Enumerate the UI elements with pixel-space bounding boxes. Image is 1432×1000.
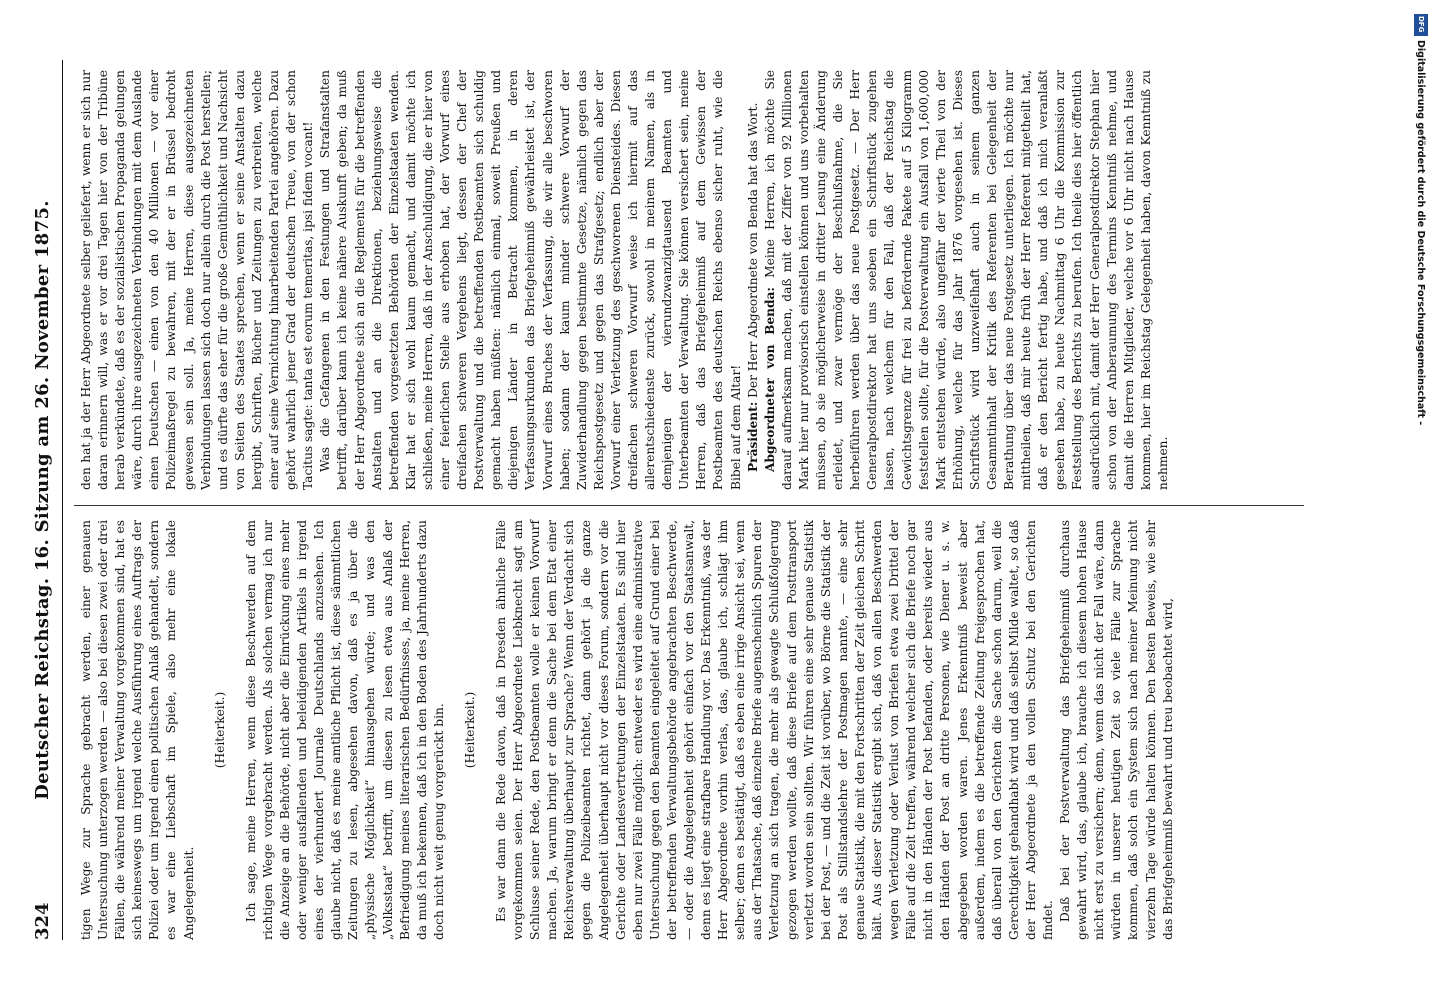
column-divider (74, 505, 1304, 506)
left-paragraph-1: tigen Wege zur Sprache gebracht werden, einer genauen Untersuchung unterzogen werden — also bei diesen zwei oder drei Fällen, die während meiner Verwaltung vorgekommen sind, hat es sich keineswegs um irgend welche Ausführung eines Auftrags der Polizei oder um irgend einen politischen Anlaß gehandelt, sondern es war eine Liebschaft im Spiele, also mehr eine lokale Angelegenheit. (79, 520, 196, 940)
stage-direction-heiterkeit-2: (Heiterkeit.) (462, 691, 477, 769)
right-paragraph-1: den hat ja der Herr Abgeordnete selber geliefert, wenn er sich nur daran erinnern will, was er vor drei Tagen hier von der Tribüne herab verkündete, daß es der sozialistischen Propaganda gelungen wäre, durch ihre ausgezeichneten Verbindungen mit dem Auslande einen Deutschen — einen von den 40 Millionen — vor einer Polizeimaßregel zu bewahren, mit der er in Brüssel bedroht gewesen sein soll. Ja, meine Herren, diese ausgezeichneten Verbindungen lassen sich doch nur allein durch die Post herstellen; und es dürfte das eher für die große Gemüthlichkeit und Nachsicht von Seiten des Staates sprechen, wenn er seine Anstalten dazu hergibt, Schriften, Bücher und Zeitungen zu verbreiten, welche einer auf seine Vernichtung hinarbeitenden Partei angehören. Dazu gehört wahrlich jener Grad der deutschen Treue, von der schon Tacitus sagte: tanta est eorum temeritas, ipsi fidem vocant! (79, 70, 316, 490)
benda-statement (762, 70, 1172, 490)
benda-text: Meine Herren, ich möchte Sie darauf aufmerksam machen, daß mit der Ziffer von 92 Millionen Mark hier nur provisorisch einstellen können und uns vorbehalten müssen, ob sie möglicherweise in dritter Lesung eine Änderung erleidet, und zwar vermöge der Beschlußnahme, die Sie herbeiführen werden über das neue Postgesetz. — Der Herr Generalpostdirektor hat uns soeben ein Schriftstück zugehen lassen, nach welchem für den Fall, daß der Reichstag die Gewichtsgrenze für frei zu befördernde Pakete auf 5 Kilogramm feststellen sollte, für die Postverwaltung ein Ausfall von 1,600,000 Mark entstehen würde, also ungefähr der vierte Theil von der Erhöhung, welche für das Jahr 1876 vorgesehen ist. Dieses Schriftstück wird unzweifelhaft auch in seinem ganzen Gesammtinhalt der Kritik des Referenten bei Gelegenheit der Berathung über das neue Postgesetz unterliegen. Ich möchte nur mittheilen, daß mir heute früh der Herr Referent mitgetheilt hat, daß er den Bericht fertig habe, und daß ich mich veranlaßt gesehen habe, zu heute Nachmittag 6 Uhr die Kommission zur Feststellung des Berichts zu berufen. Ich theile dies hier öffentlich ausdrücklich mit, damit der Herr Generalpostdirektor Stephan hier schon von der Anberaumung des Termins Kenntniß nehme, und damit die Herren Mitglieder, welche vor 6 Uhr nicht nach Hause kommen, hier im Reichstag Gelegenheit haben, davon Kenntniß zu nehmen. (762, 70, 1170, 490)
right-column (78, 70, 1172, 490)
left-paragraph-2: Ich sage, meine Herren, wenn diese Beschwerden auf dem richtigen Wege vorgebracht werden. Als solchen vermag ich nur die Anzeige an die Behörde, nicht aber die Einrückung eines mehr oder weniger ausfallenden und beleidigenden Artikels in irgend eines der vierhundert Journale Deutschlands anzusehen. Ich glaube nicht, daß es meine amtliche Pflicht ist, diese sämmtlichen Zeitungen zu lesen, abgesehen davon, daß es ja über die „physische Möglichkeit“ hinausgehen würde; und was den „Volksstaat“ betrifft, um diesen zu lesen etwa aus Anlaß der Befriedigung meines literarischen Bedürfnisses, ja, meine Herren, da muß ich bekennen, daß ich in den Boden des Jahrhunderts dazu doch nicht weit genug vorgerückt bin. (243, 520, 446, 940)
right-paragraph-2: Was die Gefangenen in den Festungen und Strafanstalten betrifft, darüber kann ich keine nähere Auskunft geben; da muß der Herr Abgeordnete sich an die Reglements für die betreffenden Anstalten und an die Direktionen, beziehungsweise die betreffenden vorgesetzten Behörden der Einzelstaaten wenden. Klar hat er sich wohl kaum gemacht, und damit möchte ich schließen, meine Herren, daß in der Anschuldigung, die er hier von einer feierlichen Stelle aus erhoben hat, der Vorwurf eines dreifachen schweren Vergehens liegt, dessen der Chef der Postverwaltung und die betreffenden Postbeamten sich schuldig gemacht haben müßten: nämlich einmal, soweit Preußen und diejenigen Länder in Betracht kommen, in deren Verfassungsurkunden das Briefgeheimniß gewährleistet ist, der Vorwurf eines Bruches der Verfassung, die wir alle beschworen haben; sodann der kaum minder schwere Vorwurf der Zuwiderhandlung gegen bestimmte Gesetze, nämlich gegen das Reichspostgesetz und gegen das Strafgesetz; endlich aber der Vorwurf einer Verletzung des geschworenen Diensteides. Diesen dreifachen schweren Vorwurf weise ich hiermit auf das allerentschiedenste zurück, sowohl in meinem Namen, als in demjenigen der vierundzwanzigtausend Beamten und Unterbeamten der Verwaltung. Sie können versichert sein, meine Herren, daß das Briefgeheimniß auf dem Gewissen der Postbeamten des deutschen Reichs ebenso sicher ruht, wie die Bibel auf dem Altar! (318, 70, 743, 490)
running-header (28, 60, 63, 940)
president-statement (745, 70, 762, 490)
stage-direction-heiterkeit-1: (Heiterkeit.) (212, 691, 227, 769)
dfg-logo: DFG (1414, 14, 1428, 36)
digitization-note-text: Digitalisierung gefördert durch die Deutsche Forschungsgemeinschaft - (1415, 40, 1426, 426)
left-paragraph-4: Daß bei der Postverwaltung das Briefgeheimniß durchaus gewahrt wird, das, glaube ich, brauche ich diesem hohen Hause nicht erst zu versichern; denn, wenn das nicht der Fall wäre, dann würden in unserer heutigen Zeit so viele Fälle zur Sprache kommen, daß solch ein System sich nach meiner Meinung nicht vierzehn Tage würde halten können. Den besten Beweis, wie sehr das Briefgeheimniß bewahrt und treu beobachtet wird, (1058, 520, 1175, 940)
page-number: 324 (32, 902, 53, 940)
digitization-note (1412, 40, 1428, 960)
left-column (78, 520, 1177, 940)
left-paragraph-3: Es war dann die Rede davon, daß in Dresden ähnliche Fälle vorgekommen seien. Der Herr Abgeordnete Liebknecht sagt am Schlusse seiner Rede, den Postbeamten wolle er keinen Vorwurf machen. Ja, warum bringt er denn die Sache bei dem Etat einer Reichsverwaltung überhaupt zur Sprache? Wenn der Verdacht sich gegen die Polizeibeamten richtet, dann gehört ja die ganze Angelegenheit überhaupt nicht vor dieses Forum, sondern vor die Gerichte oder Landesvertretungen der Einzelstaaten. Es sind hier eben nur zwei Fälle möglich: entweder es wird eine administrative Untersuchung gegen den Beamten eingeleitet auf Grund einer bei der betreffenden Verwaltungsbehörde angebrachten Beschwerde, — oder die Angelegenheit gehört einfach vor den Staatsanwalt, denn es liegt eine strafbare Handlung vor. Das Erkenntniß, was der Herr Abgeordnete vorhin verlas, das, glaube ich, schlägt ihm selber; denn es bestätigt, daß es eben eine irrige Ansicht sei, wenn aus der Thatsache, daß einzelne Briefe augenscheinlich Spuren der Verletzung an sich tragen, die mehr als gewagte Schlußfolgerung gezogen werden wollte, daß diese Briefe auf dem Posttransport verletzt worden sein sollten. Wir führen eine sehr genaue Statistik bei der Post, — und die Zeit ist vorüber, wo Börne die Statistik der Post als Stillstandslehre der Postmagen nannte, — eine sehr genaue Statistik, die mit den Fortschritten der Zeit gleichen Schritt hält. Aus dieser Statistik ergibt sich, daß von allen Beschwerden wegen Verletzung oder Verlust von Briefen etwa zwei Drittel der Fälle auf die Zeit treffen, während welcher sich die Briefe noch gar nicht in den Händen der Post befanden, oder bereits wieder aus den Händen der Post an dritte Personen, wie Diener u. s. w. abgegeben worden waren. Jenes Erkenntniß beweist aber außerdem, indem es die betreffende Zeitung freigesprochen hat, daß überall von den Gerichten die Sache schon darum, weil die Gerechtigkeit gehandhabt wird und daß selbst Milde waltet, so daß der Herr Abgeordnete ja den vollen Schutz bei den Gerichten findet. (493, 520, 1055, 940)
president-text: Der Herr Abgeordnete von Benda hat das Wort. (745, 102, 760, 398)
benda-label: Abgeordneter von Benda: (762, 287, 777, 472)
president-label: Präsident: (745, 401, 760, 472)
running-title: Deutscher Reichstag. 16. Sitzung am 26. November 1875. (32, 200, 53, 800)
